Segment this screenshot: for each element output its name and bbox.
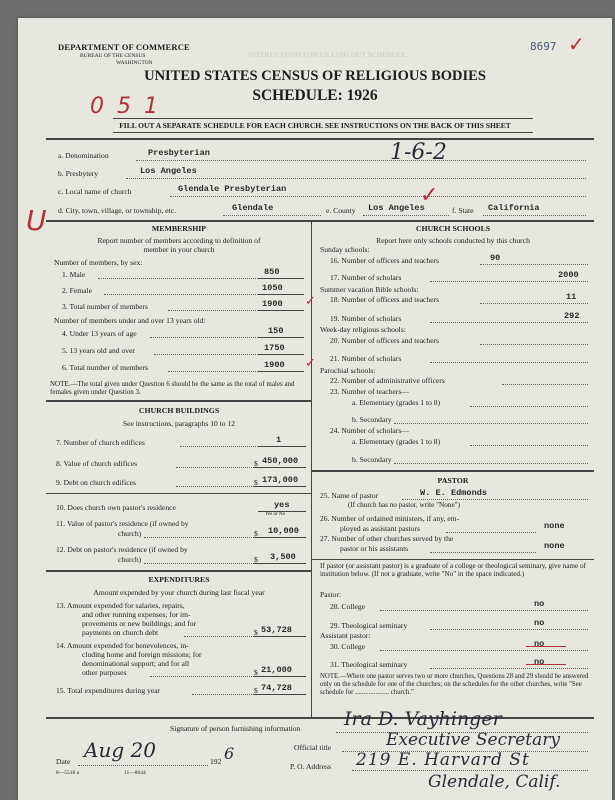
buildings-title: CHURCH BUILDINGS: [138, 406, 220, 415]
q10-hint: Yes or No: [265, 512, 286, 517]
q18-label: 18. Number of officers and teachers: [330, 295, 440, 304]
rule: [258, 278, 304, 279]
rule: [312, 470, 594, 472]
state-value: California: [488, 203, 540, 213]
rule: [46, 400, 312, 402]
q20-label: 20. Number of officers and teachers: [330, 336, 440, 345]
dotted-leader: [430, 668, 588, 669]
dotted-leader: [430, 629, 588, 630]
state-label: f. State: [452, 206, 474, 215]
graduate-note: If pastor (or assistant pastor) is a graduate of a college or theological seminary, give name of institution below. (If not a graduate, write "No" in the space indicated.): [320, 562, 586, 579]
rule: [258, 371, 304, 372]
q13-dollar: $: [254, 628, 258, 637]
q13-line-4: payments on church debt: [82, 628, 159, 637]
stamp-number: 8697: [530, 40, 557, 53]
red-check-county: ✓: [420, 183, 439, 208]
expenditures-subtitle: Amount expended by your church during last fiscal year: [93, 588, 265, 597]
q11-label-2: church): [118, 529, 142, 538]
q23-label: 23. Number of teachers—: [330, 387, 409, 396]
dotted-leader: [430, 552, 536, 553]
parochial-schools-label: Parochial schools:: [320, 366, 376, 375]
dotted-leader: [192, 694, 254, 695]
q13-value: 53,728: [261, 625, 292, 635]
date-label: Date: [56, 757, 71, 766]
q17-value: 2000: [558, 270, 579, 280]
q6-label: 6. Total number of members: [62, 363, 149, 372]
dotted-leader: [176, 486, 254, 487]
presbytery-label: b. Presbytery: [58, 169, 99, 178]
dotted-leader: [170, 196, 586, 197]
q25-hint: (If church has no pastor, write "None"): [348, 501, 460, 509]
membership-subtitle-2: member in your church: [143, 245, 215, 254]
q24-label: 24. Number of scholars—: [330, 426, 409, 435]
rule: [113, 118, 533, 119]
membership-subtitle-1: Report number of members according to definition of: [97, 236, 261, 245]
q13-line-2: and other running expenses; for im-: [82, 610, 191, 619]
schools-title: CHURCH SCHOOLS: [415, 224, 491, 233]
address-label: P. O. Address: [290, 762, 331, 771]
q7-value: 1: [276, 435, 282, 445]
year-suffix: 6: [224, 744, 235, 763]
red-check-q3: ✓: [305, 294, 316, 309]
dotted-leader: [483, 215, 586, 216]
q30-value: no: [534, 639, 545, 649]
department-heading: DEPARTMENT OF COMMERCE: [58, 42, 190, 52]
dotted-leader: [430, 322, 588, 323]
dotted-leader: [168, 371, 258, 372]
q1-label: 1. Male: [62, 270, 86, 279]
dotted-leader: [402, 499, 588, 500]
dotted-leader: [98, 278, 258, 279]
q19-label: 19. Number of scholars: [330, 314, 402, 323]
rule: [46, 570, 312, 572]
dotted-leader: [184, 636, 254, 637]
dotted-leader: [150, 337, 258, 338]
q16-label: 16. Number of officers and teachers: [330, 256, 440, 265]
date-value: Aug 20: [84, 738, 156, 762]
city-value: Glendale: [232, 203, 274, 213]
city-label: d. City, town, village, or township, etc.: [58, 206, 177, 215]
q10-value: yes: [274, 500, 290, 510]
dotted-leader: [363, 215, 449, 216]
signature-label: Signature of person furnishing information: [170, 724, 301, 733]
q2-value: 1050: [262, 283, 283, 293]
official-title-label: Official title: [294, 743, 332, 752]
pastor-note: NOTE.—Where one pastor serves two or more churches, Questions 28 and 29 should be answered only on the schedule for one of the churches; on the schedules for the other churches, write "See schedule for .................... church.": [320, 673, 589, 696]
q24a-label: a. Elementary (grades 1 to 8): [352, 437, 441, 446]
q12-label-1: 12. Debt on pastor's residence (if owned by: [56, 545, 188, 554]
vacation-schools-label: Summer vacation Bible schools:: [320, 285, 419, 294]
dotted-leader: [502, 384, 588, 385]
q24b-label: b. Secondary: [352, 455, 392, 464]
q12-value: 3,500: [270, 552, 296, 562]
q3-label: 3. Total number of members: [62, 302, 149, 311]
q29-value: no: [534, 618, 545, 628]
year-prefix: 192: [210, 757, 222, 766]
q15-value: 74,728: [261, 683, 292, 693]
expenditures-title: EXPENDITURES: [148, 575, 210, 584]
q8-label: 8. Value of church edifices: [56, 459, 138, 468]
membership-note: NOTE.—The total given under Question 6 should be the same as the total of males and females given under Question 3.: [50, 380, 295, 397]
form-title: UNITED STATES CENSUS OF RELIGIOUS BODIES: [144, 68, 486, 84]
dotted-leader: [78, 765, 208, 766]
q7-label: 7. Number of church edifices: [56, 438, 145, 447]
rule: [312, 559, 594, 560]
membership-intro: Number of members, by sex:: [54, 258, 143, 267]
q15-dollar: $: [254, 686, 258, 695]
rule: [258, 446, 306, 447]
dotted-leader: [104, 294, 258, 295]
red-underline: [526, 646, 566, 647]
age-intro: Number of members under and over 13 years old:: [54, 316, 206, 325]
red-underline: [526, 664, 566, 665]
q27-line-2: pastor or his assistants: [340, 544, 409, 553]
form-code: 8—5518 a: [56, 770, 80, 776]
red-check-top: ✓: [568, 32, 585, 56]
q5-value: 1750: [264, 343, 285, 353]
q11-dollar: $: [254, 529, 258, 538]
q27-line-1: 27. Number of other churches served by the: [320, 534, 454, 543]
dotted-leader: [480, 303, 588, 304]
q9-dollar: $: [254, 478, 258, 487]
q14-value: 21,000: [261, 665, 292, 675]
form-code-2: 11—8044: [124, 770, 146, 776]
county-value: Los Angeles: [368, 203, 425, 213]
rule: [254, 537, 306, 538]
denomination-value: Presbyterian: [148, 148, 210, 158]
q11-value: 10,000: [268, 526, 299, 536]
pastor-title: PASTOR: [437, 476, 469, 485]
dotted-leader: [168, 310, 258, 311]
q25-label: 25. Name of pastor: [320, 491, 379, 500]
dotted-leader: [470, 445, 588, 446]
rule: [254, 636, 306, 637]
sunday-schools-label: Sunday schools:: [320, 245, 370, 254]
q8-dollar: $: [254, 459, 258, 468]
ghost-text: INSTRUCTIONS FOR FILLING OUT SCHEDULE: [248, 51, 407, 59]
q9-value: 173,000: [262, 475, 299, 485]
address-value: 219 E. Harvard St: [356, 750, 530, 770]
q11-label-1: 11. Value of pastor's residence (if owned by: [56, 519, 189, 528]
q14-line-3: denominational support; and for all: [82, 659, 190, 668]
rule: [254, 676, 306, 677]
q27-value: none: [544, 541, 565, 551]
schedule-title: SCHEDULE: 1926: [252, 87, 378, 104]
dotted-leader: [223, 215, 321, 216]
q9-label: 9. Debt on church edifices: [56, 478, 136, 487]
q30-label: 30. College: [330, 642, 366, 651]
signature-value: Ira D. Vayhinger: [344, 708, 502, 730]
q28-value: no: [534, 599, 545, 609]
bureau-heading: BUREAU OF THE CENSUS: [80, 53, 146, 59]
dotted-leader: [144, 563, 254, 564]
instruction-line: FILL OUT A SEPARATE SCHEDULE FOR EACH CHURCH. SEE INSTRUCTIONS ON THE BACK OF THIS SHEET: [119, 121, 511, 130]
city-heading: WASHINGTON: [116, 60, 153, 66]
q15-label: 15. Total expenditures during year: [56, 686, 161, 695]
denomination-label: a. Denomination: [58, 151, 109, 160]
q2-label: 2. Female: [62, 286, 92, 295]
dotted-leader: [176, 467, 254, 468]
rule: [258, 354, 304, 355]
rule: [258, 310, 304, 311]
q18-value: 11: [566, 292, 577, 302]
q5-label: 5. 13 years old and over: [62, 346, 135, 355]
assistant-pastor-sublabel: Assistant pastor:: [320, 631, 371, 640]
handwritten-code-162: 1-6-2: [390, 140, 447, 165]
q29-label: 29. Theological seminary: [330, 621, 408, 630]
q26-value: none: [544, 521, 565, 531]
q26-line-2: ployed as assistant pastors: [340, 524, 420, 533]
dotted-leader: [136, 160, 586, 161]
q4-value: 150: [268, 326, 284, 336]
buildings-subtitle: See instructions, paragraphs 10 to 12: [122, 419, 236, 428]
weekday-schools-label: Week-day religious schools:: [320, 325, 406, 334]
rule: [46, 138, 594, 140]
q31-value: no: [534, 657, 545, 667]
q12-label-2: church): [118, 555, 142, 564]
q31-label: 31. Theological seminary: [330, 660, 408, 669]
q17-label: 17. Number of scholars: [330, 273, 402, 282]
dotted-leader: [380, 610, 588, 611]
schools-subtitle: Report here only schools conducted by this church: [376, 236, 530, 245]
q13-line-3: provements or new buildings; and for: [82, 619, 197, 628]
q13-line-1: 13. Amount expended for salaries, repairs,: [56, 601, 185, 610]
dotted-leader: [144, 537, 254, 538]
membership-title: MEMBERSHIP: [151, 224, 207, 233]
rule: [46, 220, 594, 222]
q10-label: 10. Does church own pastor's residence: [56, 503, 176, 512]
rule: [113, 132, 533, 133]
q28-label: 28. College: [330, 602, 366, 611]
q14-line-1: 14. Amount expended for benevolences, in-: [56, 641, 189, 650]
q14-line-2: cluding home and foreign missions; for: [82, 650, 202, 659]
rule: [254, 486, 306, 487]
presbytery-value: Los Angeles: [140, 166, 197, 176]
dotted-leader: [180, 446, 258, 447]
q1-value: 850: [264, 267, 280, 277]
dotted-leader: [430, 281, 588, 282]
local-name-value: Glendale Presbyterian: [178, 184, 287, 194]
red-check-q6: ✓: [305, 356, 316, 371]
official-title-value: Executive Secretary: [386, 730, 560, 750]
rule: [46, 493, 312, 494]
q14-line-4: other purposes: [82, 668, 127, 677]
dotted-leader: [126, 178, 586, 179]
dotted-leader: [446, 532, 536, 533]
q14-dollar: $: [254, 668, 258, 677]
q23b-label: b. Secondary: [352, 415, 392, 424]
rule: [254, 563, 306, 564]
q6-value: 1900: [264, 360, 285, 370]
q16-value: 90: [490, 253, 501, 263]
address-value-2: Glendale, Calif.: [428, 772, 561, 792]
dotted-leader: [480, 344, 588, 345]
q8-value: 450,000: [262, 456, 299, 466]
q23a-label: a. Elementary (grades 1 to 8): [352, 398, 441, 407]
rule: [254, 694, 306, 695]
q21-label: 21. Number of scholars: [330, 354, 402, 363]
q12-dollar: $: [254, 555, 258, 564]
pastor-sublabel: Pastor:: [320, 590, 342, 599]
red-margin-u: U: [26, 204, 47, 237]
county-label: e. County: [326, 206, 356, 215]
q26-line-1: 26. Number of ordained ministers, if any, em-: [320, 514, 460, 523]
dotted-leader: [480, 264, 588, 265]
q3-value: 1900: [262, 299, 283, 309]
census-schedule-document: [18, 18, 612, 800]
dotted-leader: [154, 354, 258, 355]
rule: [258, 337, 304, 338]
dotted-leader: [150, 676, 254, 677]
rule: [46, 717, 594, 719]
dotted-leader: [394, 423, 588, 424]
dotted-leader: [394, 463, 588, 464]
local-name-label: c. Local name of church: [58, 187, 132, 196]
rule: [254, 467, 306, 468]
dotted-leader: [430, 362, 588, 363]
q4-label: 4. Under 13 years of age: [62, 329, 137, 338]
q22-label: 22. Number of administrative officers: [330, 376, 445, 385]
q25-value: W. E. Edmonds: [420, 488, 488, 498]
dotted-leader: [470, 406, 588, 407]
red-code-051: 0 5 1: [90, 94, 161, 119]
rule: [258, 294, 304, 295]
dotted-leader: [380, 650, 588, 651]
dotted-leader: [352, 770, 588, 771]
q19-value: 292: [564, 311, 580, 321]
